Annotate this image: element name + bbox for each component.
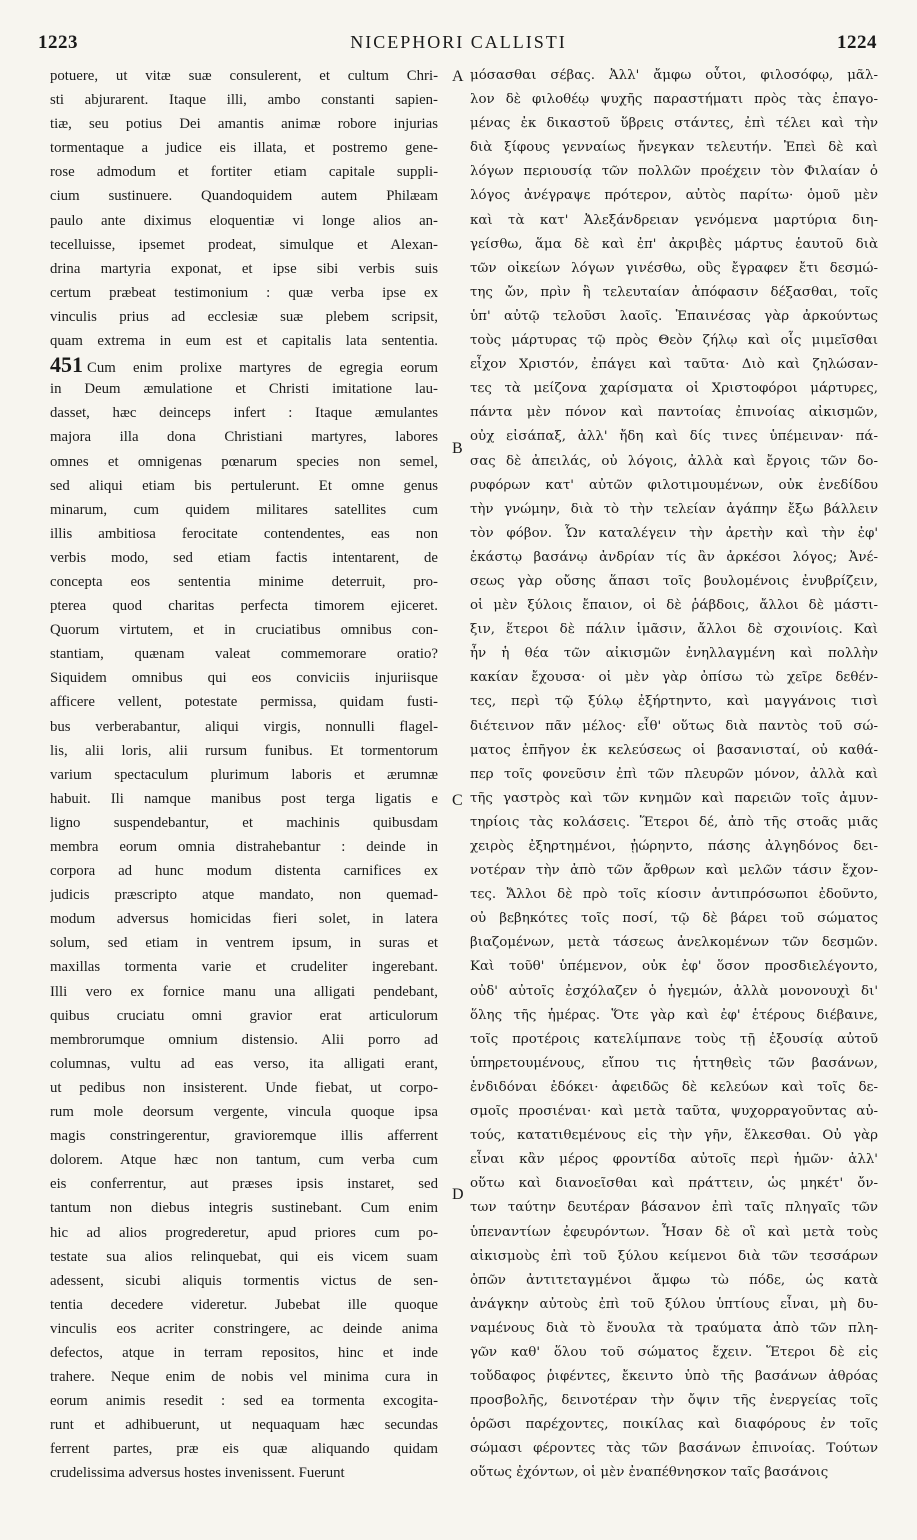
line-text: πάντα μὲν πόνον καὶ παντοίας ἐπινοίας αἰκισμῶν, (470, 405, 878, 421)
line-text: rum mole deorsum vergente, vincula quoque ipsa (50, 1104, 438, 1121)
text-line (50, 594, 438, 618)
text-line (470, 763, 878, 787)
text-line (50, 1389, 438, 1413)
line-text: λόγος ἀνέγραψε πρότερον, αὐτὸς παρίτω· ὁμοῦ μὲν (470, 188, 878, 204)
line-text: ὅλης τῆς ἡμέρας. Ὅτε γὰρ καὶ ἐφ' ἑτέρους διέβαινε, (470, 1007, 878, 1023)
text-line (470, 425, 878, 449)
line-text: Siquidem omnibus qui eos conviciis injuriisque (50, 670, 438, 687)
text-line (50, 450, 438, 474)
line-text: χειρὸς ἐξηρτημένοι, ᾐώρηντο, πάσης ἀλγηδόνος δει- (470, 839, 878, 854)
text-line (50, 353, 438, 377)
text-line (50, 1269, 438, 1293)
text-line (470, 184, 878, 208)
text-line (470, 1100, 878, 1124)
line-text: hic ad alios progrederetur, apud priores cum po- (50, 1224, 438, 1241)
line-text: ὑπηρετουμένους, εἴπου τις ἡττηθεὶς τῶν βασάνων, (470, 1055, 878, 1071)
text-line (470, 281, 878, 305)
line-text: ut pedibus non insisterent. Unde fiebat, ut corpo- (50, 1079, 438, 1096)
line-text: ἀνάγκην αὐτοὺς ἐπὶ τοῦ ξύλου ὑπτίους εἶναι, μὴ δυ- (470, 1296, 878, 1312)
text-line (470, 666, 878, 690)
text-line (470, 1245, 878, 1269)
line-text: Quorum virtutem, et in cruciatibus omnibus con- (50, 622, 438, 639)
line-text: pterea quod charitas perfecta timorem ejiceret. (50, 598, 438, 615)
text-line (50, 690, 438, 714)
line-text: cium sustinuere. Quandoquidem autem Philæam (50, 188, 438, 205)
line-text: paulo ante diximus eloquentiæ vi longe alios an- (50, 212, 438, 229)
text-line (50, 1341, 438, 1365)
section-number: 451 (50, 353, 83, 378)
text-line (470, 329, 878, 353)
text-line (470, 257, 878, 281)
text-line (50, 787, 438, 811)
text-line (50, 112, 438, 136)
line-text: maxillas tormenta varie et crudeliter ingerebant. (50, 959, 438, 976)
line-text: αἰκισμοὺς ἐπὶ τοῦ ξύλου κείμενοι διὰ τῶν τεσσάρων (470, 1248, 878, 1264)
line-text: ὀπῶν ἀντιτεταγμένοι ἄμφω τὼ πόδε, ὡς κατὰ (470, 1272, 878, 1288)
line-text: καὶ τὰ κατ' Ἀλεξάνδρειαν γενόμενα μαρτύρια διη- (470, 212, 878, 228)
line-text: μένας ἐκ δικαστοῦ ὕβρεις στάντες, ἐπὶ τέλει καὶ τὴν (470, 116, 878, 132)
text-line (470, 1004, 878, 1028)
line-text: Καὶ τοῦθ' ὑπέμενον, οὐκ ἐφ' ὅσον προσδιελέγοντο, (470, 959, 878, 975)
text-line (50, 1221, 438, 1245)
text-line (470, 401, 878, 425)
page-number-right: 1224 (837, 32, 877, 53)
text-line (50, 811, 438, 835)
text-line (50, 1100, 438, 1124)
text-line (470, 1076, 878, 1100)
line-text: vinculis eos acriter constringere, ac deinde anima (50, 1320, 438, 1337)
text-line (470, 1052, 878, 1076)
line-text: τούς, κατατιθεμένους εἰς τὴν γῆν, ἕλκεσθαι. Οὐ γὰρ (470, 1128, 878, 1144)
text-line (470, 353, 878, 377)
text-line (50, 1365, 438, 1389)
line-text: τες τὰ μείζονα χαρίσματα οἱ Χριστοφόροι μάρτυρες, (470, 381, 878, 397)
text-line (470, 618, 878, 642)
text-line (50, 498, 438, 522)
text-line (470, 931, 878, 955)
line-text: modum adversus homicidas fieri solet, in latera (50, 911, 438, 928)
text-line (470, 1437, 878, 1461)
text-line (470, 1365, 878, 1389)
text-line (470, 690, 878, 714)
text-line (50, 570, 438, 594)
line-text: τοὔδαφος ῥιφέντες, ἔκειντο ὑπὸ τῆς βασάνων ἀθρόας (470, 1369, 878, 1385)
text-line (470, 907, 878, 931)
text-line (50, 1293, 438, 1317)
text-line (470, 1341, 878, 1365)
line-text: σας δὲ ἀπειλάς, οὐ λόγοις, ἀλλὰ καὶ ἔργοις τῶν δο- (470, 453, 878, 469)
line-text: τηρίοις τὰς κολάσεις. Ἕτεροι δέ, ἀπὸ τῆς στοᾶς μιᾶς (470, 814, 878, 830)
text-line (470, 160, 878, 184)
line-text: eis conferrentur, aut præses ipsis instaret, sed (50, 1176, 438, 1193)
line-text: σώμασι φέροντες τὰς τῶν βασάνων ἐπινοίας. Τούτων (470, 1441, 878, 1457)
line-text: verbis modo, sed etiam factis intentarent, de (50, 549, 438, 566)
line-text: προσβολῆς, δεινοτέραν τὴν ὄψιν τῆς ἐνεργείας τοῖς (470, 1393, 878, 1409)
line-text: tiæ, seu potius Dei amantis animæ robore injurias (50, 116, 438, 133)
text-line (50, 883, 438, 907)
text-line (50, 1052, 438, 1076)
line-text: stantiam, quænam valeat commemorare oratio? (50, 646, 438, 663)
line-text: ρυφόρων κατ' αὐτῶν φιλοτιμουμένων, οὐκ ἐνεδίδου (470, 477, 878, 493)
line-text: defectos, atque in terram repositos, hinc et inde (50, 1344, 438, 1361)
line-text: γείσθω, ἅμα δὲ καὶ ἐπ' ἀκριβὲς μάρτυς ἑαυτοῦ διὰ (470, 236, 878, 252)
line-text: membrorumque omnium distensio. Alii porro ad (50, 1031, 438, 1048)
line-text: tantum non diebus integris sustinebant. Cum enim (50, 1200, 438, 1217)
line-text: διὰ ξίφους γενναίως ἤνεγκαν τελευτήν. Ἐπεὶ δὲ καὶ (470, 140, 878, 156)
line-text: testate sua alios relinquebat, qui eis vicem suam (50, 1248, 438, 1265)
line-text: tecelluisse, ipsemet prodeat, simulque et Alexan- (50, 236, 438, 253)
line-text: των ταύτην δευτέραν βάσανον ἐπὶ ταῖς πληγαῖς τῶν (470, 1200, 878, 1216)
text-line (470, 498, 878, 522)
line-text: membra eorum omnia distrahebantur : deinde in (50, 839, 438, 855)
line-text: in Deum æmulatione et Christi imitatione lau- (50, 381, 438, 398)
text-line (470, 450, 878, 474)
text-line (50, 233, 438, 257)
text-line (470, 233, 878, 257)
line-text: οἱ μὲν ξύλοις ἔπαιον, οἱ δὲ ῥάβδοις, ἄλλοι δὲ μάστι- (470, 598, 878, 614)
text-line (50, 1148, 438, 1172)
text-line (470, 546, 878, 570)
line-text: concepta eos sententia minime deterruit, pro- (50, 573, 438, 590)
line-text: διέτεινον πᾶν μέλος· εἶθ' οὕτως διὰ παντὸς τοῦ σώ- (470, 718, 878, 734)
text-line (50, 1028, 438, 1052)
text-line (50, 209, 438, 233)
text-line (470, 594, 878, 618)
greek-column (470, 64, 878, 1486)
margin-letter-b: B (452, 440, 463, 457)
line-text: τοῖς προτέροις κατελίμπανε τοὺς τῇ ἐξουσίᾳ αὐτοῦ (470, 1031, 878, 1047)
line-text: ναμένους διὰ τὸ ἔνουλα τὰ τραύματα ἀπὸ τῶν πλη- (470, 1320, 878, 1336)
line-text: οὕτω καὶ διανοεῖσθαι καὶ πράττειν, ὡς μηκέτ' ὄν- (470, 1176, 878, 1192)
text-line (470, 642, 878, 666)
text-line (470, 739, 878, 763)
text-line (470, 1124, 878, 1148)
line-text: ferrent partes, præ eis quæ aliquando quidam (50, 1441, 438, 1458)
line-text: οὐδ' αὐτοῖς ἐσχόλαζεν ὁ ἡγεμών, ἀλλὰ μονονουχὶ δι' (470, 983, 878, 999)
line-text: solum, sed etiam in ventrem ipsum, in suras et (50, 935, 438, 952)
text-line (50, 136, 438, 160)
text-line (50, 257, 438, 281)
line-text: ἦν ἡ θέα τῶν αἰκισμῶν ἐνηλλαγμένη καὶ πολλὴν (470, 646, 878, 662)
line-text: τὴν γνώμην, διὰ τὸ τὴν τελείαν ἀγάπην ἔξω βάλλειν (470, 501, 878, 517)
line-text: corpora ad hunc modum distenta carnifices ex (50, 863, 438, 880)
line-text: certum præbeat testimonium : quæ verba ipse ex (50, 284, 438, 301)
line-text: λόγων περιουσίᾳ τῶν πολλῶν προέχειν τὸν Φιλαίαν ὁ (470, 164, 878, 180)
text-line (50, 1317, 438, 1341)
line-text: quibus cruciatu omni gravior erat articulorum (50, 1007, 438, 1024)
text-line (50, 546, 438, 570)
line-text: τῆς γαστρὸς καὶ τῶν κνημῶν καὶ παρειῶν τοῖς ἀμυν- (470, 790, 878, 806)
text-line (50, 401, 438, 425)
line-text: περ τοῖς φονεῦσιν ἐπὶ τῶν πλευρῶν μόνον, ἀλλὰ καὶ (470, 766, 878, 782)
text-line (50, 931, 438, 955)
text-line (50, 1413, 438, 1437)
text-line (470, 835, 878, 859)
line-text: τες. Ἄλλοι δὲ πρὸ τοῖς κίοσιν ἀντιπρόσωποι ἐδοῦντο, (470, 887, 878, 903)
text-line (50, 377, 438, 401)
text-line (50, 835, 438, 859)
running-title: NICEPHORI CALLISTI (350, 32, 567, 52)
text-line (50, 184, 438, 208)
line-text: της ὤν, πρὶν ἢ τελευταίαν ἀπόφασιν δέξασθαι, τοῖς (470, 284, 878, 300)
text-line (470, 1317, 878, 1341)
line-text: lis, alii loris, alii rursum funibus. Et tormentorum (50, 742, 438, 759)
line-text: habuit. Ili namque manibus post terga ligatis e (50, 790, 438, 807)
margin-letter-c: C (452, 792, 463, 809)
text-line (470, 377, 878, 401)
text-line (50, 907, 438, 931)
line-text: eorum animis resedit : sed ea tormenta excogita- (50, 1393, 438, 1410)
text-line (470, 1028, 878, 1052)
text-line (470, 136, 878, 160)
line-text: tentia decedere videretur. Jubebat ille quoque (50, 1296, 438, 1313)
text-line (470, 474, 878, 498)
line-text: magis constringerentur, gravioremque illis afferrent (50, 1128, 438, 1145)
line-text: σεως γὰρ οὔσης ἅπασι τοῖς βουλομένοις ἐνυβρίζειν, (470, 573, 878, 589)
line-text: sti abjurarent. Itaque illi, ambo constanti sapien- (50, 92, 438, 109)
line-text: illis ambitiosa ferocitate contendentes, eas non (50, 525, 438, 542)
text-line (470, 1389, 878, 1413)
text-line (470, 1148, 878, 1172)
line-text: crudelissima adversus hostes invenissent. Fuerunt (50, 1465, 345, 1482)
line-text: ligno suspendebantur, et machinis quibusdam (50, 814, 438, 831)
text-line (50, 425, 438, 449)
line-text: drina martyria exponat, et ipse sibi verbis suis (50, 260, 438, 277)
text-line (470, 209, 878, 233)
line-text: ὁρῶσι παρέχοντες, ποικίλας καὶ διαφόρους ἐν τοῖς (470, 1417, 878, 1433)
text-line (50, 1196, 438, 1220)
text-line (50, 666, 438, 690)
line-text: varium spectaculum plurimum laboris et ærumnæ (50, 766, 438, 783)
text-line (470, 64, 878, 88)
line-text: οὐ βεβηκότες τοῖς ποσί, τῷ δὲ βάρει τοῦ σώματος (470, 911, 878, 927)
text-line (470, 1196, 878, 1220)
line-text: Illi vero ex fornice manu una alligati pendebant, (50, 983, 438, 1000)
line-text: ξιν, ἕτεροι δὲ πάλιν ἱμᾶσιν, ἄλλοι δὲ σχοινίοις. Καὶ (470, 622, 878, 638)
line-text: ἐνδιδόναι ἐδόκει· ἀφειδῶς δὲ κελεύων καὶ τοῖς δε- (470, 1079, 878, 1095)
text-line (470, 570, 878, 594)
line-text: potuere, ut vitæ suæ consulerent, et cultum Chri- (50, 68, 438, 84)
text-line (470, 787, 878, 811)
line-text: vinculis prius ad ecclesiæ suæ plebem scripsit, (50, 308, 438, 325)
line-text: tormentaque a judice eis illata, et postremo gene- (50, 140, 438, 157)
text-line (470, 1293, 878, 1317)
line-text: adessent, sicubi aliquis tormentis victus de sen- (50, 1272, 438, 1289)
text-line (470, 1461, 878, 1485)
text-line (50, 88, 438, 112)
line-text: μόσασθαι σέβας. Ἀλλ' ἄμφω οὗτοι, φιλοσόφῳ, μᾶλ- (470, 68, 878, 83)
text-line (50, 305, 438, 329)
line-text: νοτέραν τὴν ἀπὸ τῶν ἄρθρων καὶ μελῶν τάσιν ἔχον- (470, 863, 878, 879)
line-text: Cum enim prolixe martyres de egregia eorum (87, 360, 438, 377)
text-line (50, 1172, 438, 1196)
text-line (50, 859, 438, 883)
text-line (470, 715, 878, 739)
line-text: τῶν οἰκείων λόγων γινέσθω, οὓς ἔγραφεν ἔτι δεσμώ- (470, 260, 878, 276)
line-text: τες, περὶ τῷ ξύλῳ ἐξήρτηντο, καὶ μαγγάνοις τισὶ (470, 694, 878, 710)
text-line (50, 739, 438, 763)
line-text: rose admodum et fortiter etiam capitale suppli- (50, 164, 438, 181)
text-line (50, 1076, 438, 1100)
line-text: κακίαν ἔχουσα· οἱ μὲν γὰρ ὀπίσω τὼ χεῖρε δεθέν- (470, 670, 878, 686)
text-line (470, 305, 878, 329)
line-text: minarum, cum quidem militares satellites cum (50, 501, 438, 518)
line-text: σμοῖς προσιέναι· καὶ μετὰ ταῦτα, ψυχορραγοῦντας αὐ- (470, 1104, 878, 1120)
text-line (50, 1124, 438, 1148)
text-line (470, 522, 878, 546)
line-text: trahere. Neque enim de nobis vel minima cura in (50, 1369, 438, 1386)
line-text: ἑκάστῳ βασάνῳ ἀνδρίαν τίς ἂν ἀρκέσοι λόγος; Ἀνέ- (470, 549, 878, 565)
line-text: sed aliqui etiam bis pertulerunt. Et omne genus (50, 477, 438, 494)
text-line (470, 980, 878, 1004)
text-line (470, 811, 878, 835)
line-text: οὐχ εἰσάπαξ, ἀλλ' ἤδη καὶ δίς τινες ὑπέμειναν· πά- (470, 429, 878, 445)
line-text: dasset, hæc deinceps infert : Itaque æmulantes (50, 405, 438, 422)
line-text: runt et adhibuerunt, ut nequaquam hæc secundas (50, 1417, 438, 1434)
text-line (50, 980, 438, 1004)
text-line (470, 88, 878, 112)
line-text: quam extrema in eum est et capitalis lata sententia. (50, 333, 438, 350)
text-line (50, 281, 438, 305)
margin-letter-d: D (452, 1186, 464, 1203)
text-line (50, 64, 438, 88)
text-line (470, 883, 878, 907)
line-text: omnes et omnigenas pœnarum species non semel, (50, 453, 438, 470)
text-line (470, 1221, 878, 1245)
text-line (50, 618, 438, 642)
margin-letter-a: A (452, 68, 464, 85)
line-text: dolorem. Atque hæc non tantum, cum verba cum (50, 1152, 438, 1169)
line-text: τοὺς μάρτυρας τῷ πρὸς Θεὸν ζήλῳ καὶ οἷς μιμεῖσθαι (470, 333, 878, 349)
line-text: βιαζομένων, μετὰ τάσεως ἀνελκομένων τῶν δεσμῶν. (470, 935, 878, 951)
text-line (470, 955, 878, 979)
text-line (50, 642, 438, 666)
page-number-left: 1223 (38, 32, 78, 53)
line-text: λον δὲ φιλοθέῳ ψυχῆς παραστήματι πρὸς τὰς ἐπαγο- (470, 92, 878, 108)
text-line (50, 329, 438, 353)
line-text: εἶχον Χριστόν, ἐπάγει καὶ ταῦτα· Διὸ καὶ ζηλώσαν- (470, 357, 878, 373)
text-line (470, 1413, 878, 1437)
text-line (50, 1437, 438, 1461)
text-line (470, 1172, 878, 1196)
line-text: columnas, vultu ad eas verso, ita alligati erant, (50, 1055, 438, 1072)
text-line (50, 955, 438, 979)
text-line (470, 859, 878, 883)
text-line (50, 1004, 438, 1028)
line-text: judicis præscripto atque mandato, non quemad- (50, 887, 438, 904)
text-line (470, 112, 878, 136)
text-line (50, 763, 438, 787)
text-line (50, 474, 438, 498)
line-text: majora illa dona Christiani martyres, labores (50, 429, 438, 446)
text-line (50, 715, 438, 739)
text-line (470, 1269, 878, 1293)
line-text: ματος ἐπῆγον ἐκ κελεύσεως οἱ βασανισταί, οὐ καθά- (470, 742, 878, 758)
line-text: ὑπεναντίων ἐφευρόντων. Ἦσαν δὲ οἳ καὶ μετὰ τοὺς (470, 1224, 878, 1240)
text-line (50, 522, 438, 546)
line-text: ὑπ' αὐτῷ τελοῦσι λαοῖς. Ἐπαινέσας γὰρ ἀρκούντως (470, 308, 878, 324)
text-line (50, 1461, 438, 1485)
page-header (0, 30, 917, 60)
line-text: εἶναι κἂν μέρος φροντίδα αὐτοῖς περὶ ἡμῶν· ἀλλ' (470, 1152, 878, 1168)
text-line (50, 160, 438, 184)
latin-column (50, 64, 438, 1486)
line-text: bus verberabantur, aliqui virgis, nonnulli flagel- (50, 718, 438, 735)
line-text: οὕτως ἐχόντων, οἱ μὲν ἐναπέθνησκον ταῖς βασάνοις (470, 1465, 829, 1481)
line-text: τὸν φόβον. Ὧν καταλέγειν τὴν ἀρετὴν καὶ τὴν ἐφ' (470, 525, 878, 541)
text-line (50, 1245, 438, 1269)
line-text: γῶν καθ' ὅλου τοῦ σώματος ἔχειν. Ἕτεροι δὲ εἰς (470, 1344, 878, 1360)
line-text: afficere vellent, potestate permissa, quidam fusti- (50, 694, 438, 711)
